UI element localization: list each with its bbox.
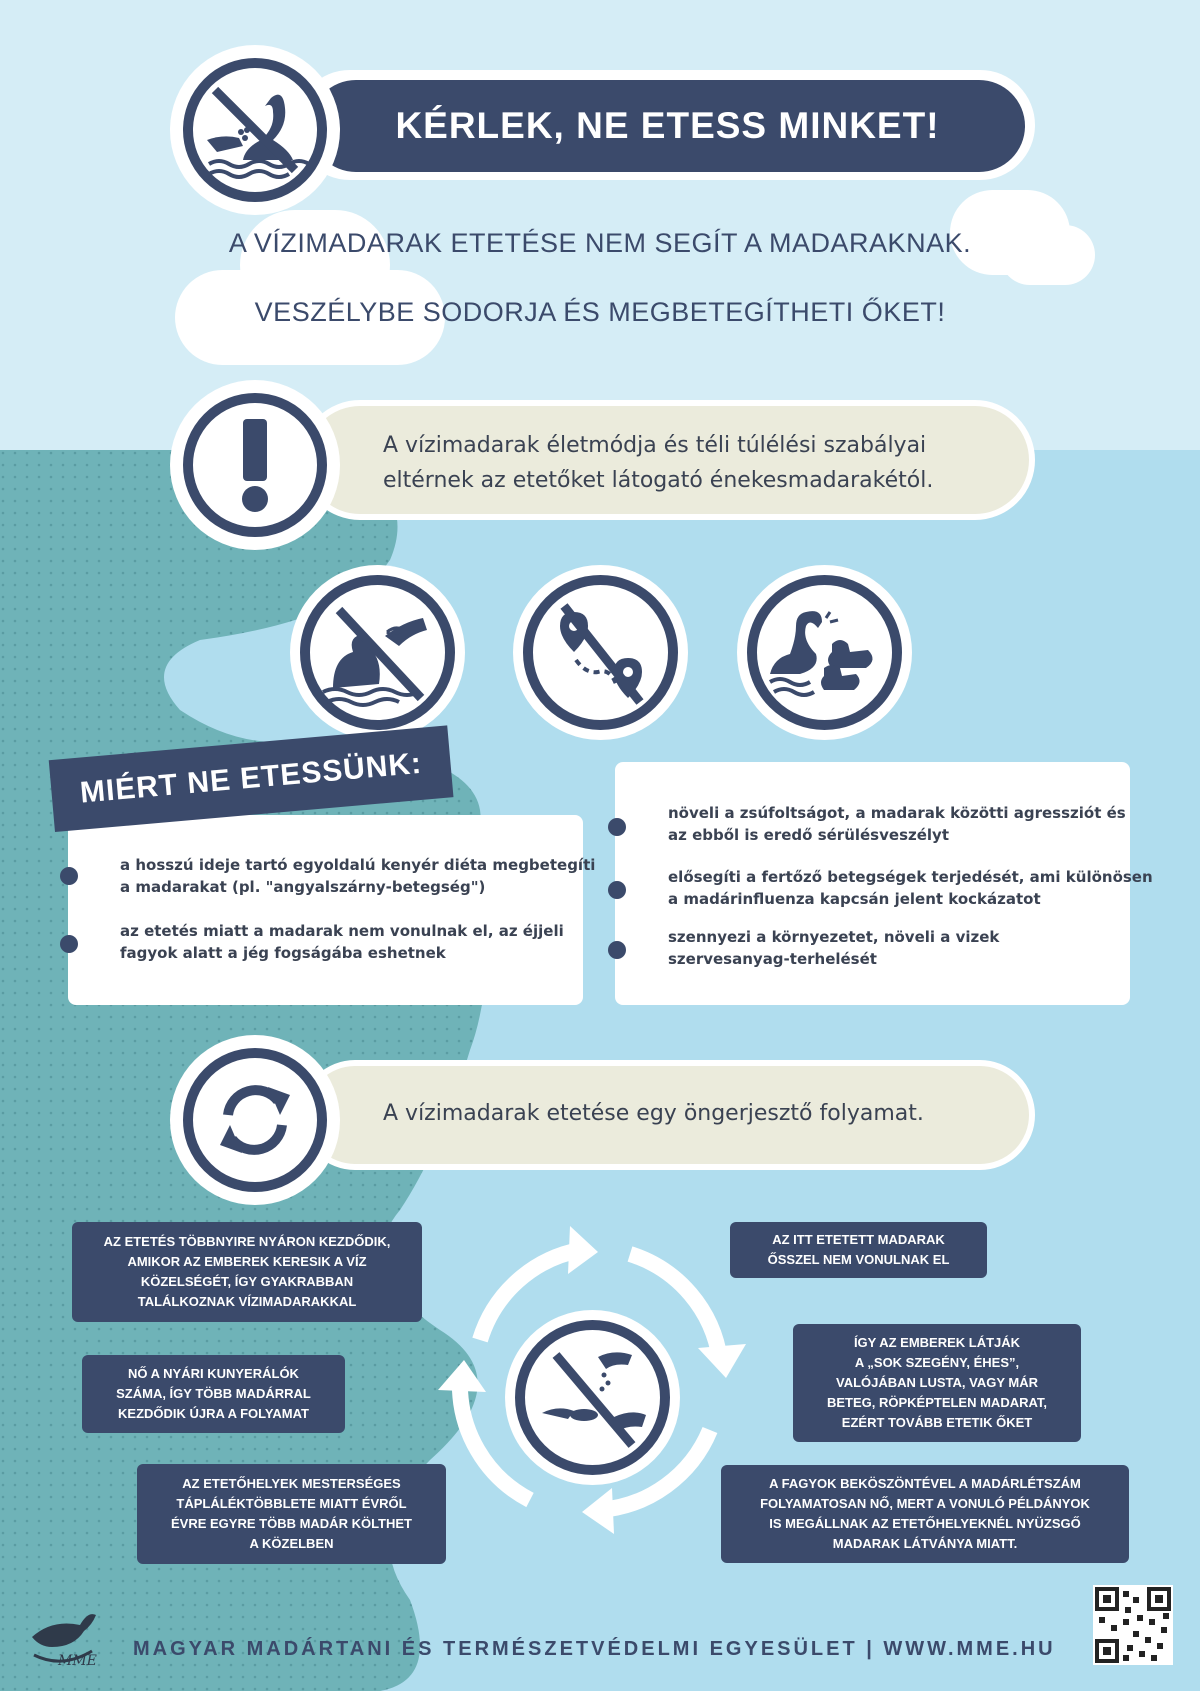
subtitle-line-1: A VÍZIMADARAK ETETÉSE NEM SEGÍT A MADARAKNAK. — [228, 228, 972, 258]
bullet — [608, 941, 626, 959]
why-right-item-3-line-1: szennyezi a környezetet, növeli a vizek — [668, 928, 1000, 946]
bullet — [60, 867, 78, 885]
cycle-step-people-see-line: EZÉRT TOVÁBB ETETIK ŐKET — [841, 1415, 1033, 1430]
cycle-step-breeding — [137, 1464, 446, 1564]
cycle-step-frost — [721, 1465, 1129, 1563]
info-cycle-text: A vízimadarak etetése egy öngerjesztő folyamat. — [383, 1101, 924, 1126]
exclamation-icon — [183, 393, 327, 537]
why-left-item-2-line-1: az etetés miatt a madarak nem vonulnak el, az éjjeli — [120, 922, 564, 940]
cycle-step-frost-line: FOLYAMATOSAN NŐ, MERT A VONULÓ PÉLDÁNYOK — [760, 1496, 1090, 1511]
subtitle-line-2: VESZÉLYBE SODORJA ÉS MEGBETEGÍTHETI ŐKET! — [254, 297, 946, 327]
cycle-step-summer-line: KÖZELSÉGÉT, ÍGY GYAKRABBAN — [140, 1274, 354, 1289]
info-lifestyle-line-1: A vízimadarak életmódja és téli túlélési szabályai — [383, 433, 927, 458]
cycle-step-breeding-line: AZ ETETŐHELYEK MESTERSÉGES — [182, 1476, 401, 1491]
no-migration-route-icon — [523, 575, 678, 730]
why-right-item-3-line-2: szervesanyag-terhelését — [668, 950, 877, 968]
cycle-step-breeding-line: TÁPLÁLÉKTÖBBLETE MIATT ÉVRŐL — [176, 1496, 407, 1511]
page-title: KÉRLEK, NE ETESS MINKET! — [310, 80, 1025, 172]
why-left-item-1 — [120, 854, 595, 898]
mme-logo-text: MME — [58, 1653, 97, 1669]
no-bread-feeding-icon — [515, 1320, 670, 1475]
cycle-step-frost-line: MADARAK LÁTVÁNYA MIATT. — [832, 1536, 1018, 1551]
why-left-box — [68, 815, 583, 1005]
cycle-step-people-see-line: ÍGY AZ EMBEREK LÁTJÁK — [853, 1335, 1021, 1350]
cycle-step-people-see-line: VALÓJÁBAN LUSTA, VAGY MÁR — [836, 1375, 1038, 1390]
cycle-step-summer-line: AMIKOR AZ EMBEREK KERESIK A VÍZ — [127, 1254, 367, 1269]
cycle-step-no-migration-line: ŐSSZEL NEM VONULNAK EL — [767, 1252, 950, 1267]
refresh-icon — [183, 1048, 327, 1192]
cycle-step-people-see-line: A „SOK SZEGÉNY, ÉHES”, — [854, 1355, 1020, 1370]
crowded-birds-icon — [747, 575, 902, 730]
why-left-item-1-line-2: a madarakat (pl. "angyalszárny-betegség") — [120, 878, 486, 896]
reason-icon-badge-3 — [737, 565, 912, 740]
why-heading: MIÉRT NE ETESSÜNK: — [49, 725, 454, 832]
cycle-step-no-migration — [730, 1222, 987, 1278]
qr-code[interactable] — [1093, 1585, 1173, 1665]
cycle-badge — [170, 1035, 340, 1205]
cycle-step-frost-line: IS MEGÁLLNAK AZ ETETŐHELYEKNÉL NYÜZSGŐ — [769, 1516, 1081, 1531]
cycle-step-breeding-line: A KÖZELBEN — [249, 1536, 334, 1551]
cycle-step-no-migration-line: AZ ITT ETETETT MADARAK — [772, 1232, 945, 1247]
why-right-item-2 — [668, 866, 1153, 910]
cycle-step-restart-line: NŐ A NYÁRI KUNYERÁLÓK — [128, 1366, 299, 1381]
why-right-item-1-line-1: növeli a zsúfoltságot, a madarak közötti agressziót és — [668, 804, 1126, 822]
why-right-item-3 — [668, 926, 999, 970]
no-feeding-swan-icon — [183, 58, 327, 202]
cycle-step-summer-line: AZ ETETÉS TÖBBNYIRE NYÁRON KEZDŐDIK, — [103, 1234, 391, 1249]
info-lifestyle-line-2: eltérnek az etetőket látogató énekesmadarakétól. — [383, 468, 934, 493]
exclamation-badge — [170, 380, 340, 550]
cycle-step-frost-line: A FAGYOK BEKÖSZÖNTÉVEL A MADÁRLÉTSZÁM — [769, 1476, 1081, 1491]
no-feeding-bread-icon — [300, 575, 455, 730]
why-right-item-2-line-2: a madárinfluenza kapcsán jelent kockázatot — [668, 890, 1041, 908]
why-right-item-1-line-2: az ebből is eredő sérülésveszélyt — [668, 826, 949, 844]
why-right-item-2-line-1: elősegíti a fertőző betegségek terjedését, ami különösen — [668, 868, 1153, 886]
reason-icon-badge-2 — [513, 565, 688, 740]
reason-icon-badge-1 — [290, 565, 465, 740]
bullet — [60, 935, 78, 953]
cycle-step-people-see — [793, 1324, 1081, 1442]
why-right-item-1 — [668, 802, 1126, 846]
info-lifestyle-text — [383, 428, 933, 498]
bullet — [608, 818, 626, 836]
cycle-center-badge — [505, 1310, 680, 1485]
why-left-item-2-line-2: fagyok alatt a jég fogságába eshetnek — [120, 944, 446, 962]
cycle-step-breeding-line: ÉVRE EGYRE TÖBB MADÁR KÖLTHET — [171, 1516, 412, 1531]
mme-logo — [22, 1585, 112, 1675]
cycle-step-restart-line: SZÁMA, ÍGY TÖBB MADÁRRAL — [116, 1386, 311, 1401]
title-badge — [170, 45, 340, 215]
cycle-step-summer — [72, 1222, 422, 1322]
why-left-item-2 — [120, 920, 564, 964]
cycle-step-restart — [82, 1355, 345, 1433]
cycle-step-restart-line: KEZDŐDIK ÚJRA A FOLYAMAT — [118, 1406, 309, 1421]
footer-text: MAGYAR MADÁRTANI ÉS TERMÉSZETVÉDELMI EGYESÜLET | WWW.MME.HU — [133, 1638, 1056, 1660]
bullet — [608, 881, 626, 899]
cycle-step-people-see-line: BETEG, RÖPKÉPTELEN MADARAT, — [826, 1395, 1048, 1410]
cycle-step-summer-line: TALÁLKOZNAK VÍZIMADARAKKAL — [137, 1294, 357, 1309]
why-left-item-1-line-1: a hosszú ideje tartó egyoldalú kenyér diéta megbetegíti — [120, 856, 596, 874]
